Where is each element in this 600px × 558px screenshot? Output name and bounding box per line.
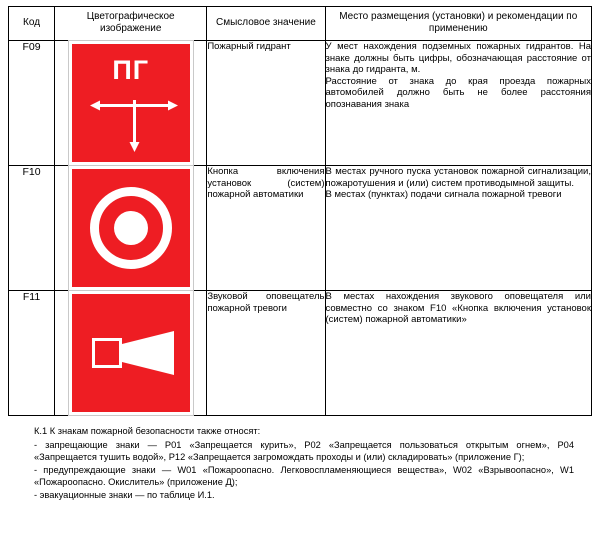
fire-alarm-sounder-sign [69,291,193,415]
notes-item: - предупреждающие знаки — W01 «Пожароопасно. Легковоспламеняющиеся вещества», W02 «Взрывоопасно», W1 «Пожароопасно. Окислитель» (приложение Д); [34,464,574,488]
cell-code: F11 [9,291,55,416]
cell-code: F09 [9,41,55,166]
cell-sign-image [55,291,207,416]
placement-paragraph: Расстояние от знака до края проезда пожарных автомобилей должно быть не более расстояния опознавания знака [325,75,591,110]
sounder-horn-icon [92,330,176,376]
fire-hydrant-sign [69,41,193,165]
notes-intro: К.1 К знакам пожарной безопасности также относят: [34,426,261,436]
cell-sign-image [55,41,207,166]
table-header [9,7,592,41]
column-header-meaning: Смысловое значение [207,7,325,41]
cell-placement [325,291,591,416]
cell-code: F10 [9,166,55,291]
column-header-image: Цветографическое изображение [55,7,207,41]
placement-paragraph: В местах ручного пуска установок пожарной сигнализации, пожаротушения и (или) систем противодымной защиты. [325,166,591,189]
table-row [9,41,592,166]
placement-paragraph: В местах нахождения звукового оповещателя или совместно со знаком F10 «Кнопка включения установок (систем) пожарной автоматики» [325,291,591,326]
hydrant-label: ПГ [112,55,150,85]
table-row [9,291,592,416]
fire-safety-signs-table [8,6,592,416]
cell-placement [325,166,591,291]
cell-meaning: Звуковой оповещатель пожарной тревоги [207,291,325,416]
column-header-code: Код [9,7,55,41]
table-body [9,41,592,416]
call-point-button-icon [114,211,148,245]
cell-placement [325,41,591,166]
table-row [9,166,592,291]
placement-paragraph: У мест нахождения подземных пожарных гидрантов. На знаке должны быть цифры, обозначающая расстояние от знака до гидранта, м. [325,41,591,76]
notes-item: - запрещающие знаки — Р01 «Запрещается курить», Р02 «Запрещается пользоваться открытым огнем», Р04 «Запрещается тушить водой», Р12 «Запрещается загромождать проходы и (или) складировать» (приложение Г); [34,439,574,463]
down-arrow-icon [129,100,140,152]
notes-item: - эвакуационные знаки — по таблице И.1. [34,489,215,500]
placement-paragraph: В местах (пунктах) подачи сигнала пожарной тревоги [325,189,562,201]
cell-meaning: Пожарный гидрант [207,41,325,166]
notes-section [8,425,592,502]
cell-meaning: Кнопка включения установок (систем) пожарной автоматики [207,166,325,291]
table-header-row [9,7,592,41]
column-header-placement: Место размещения (установки) и рекомендации по применению [325,7,591,41]
manual-call-point-sign [69,166,193,290]
cell-sign-image [55,166,207,291]
